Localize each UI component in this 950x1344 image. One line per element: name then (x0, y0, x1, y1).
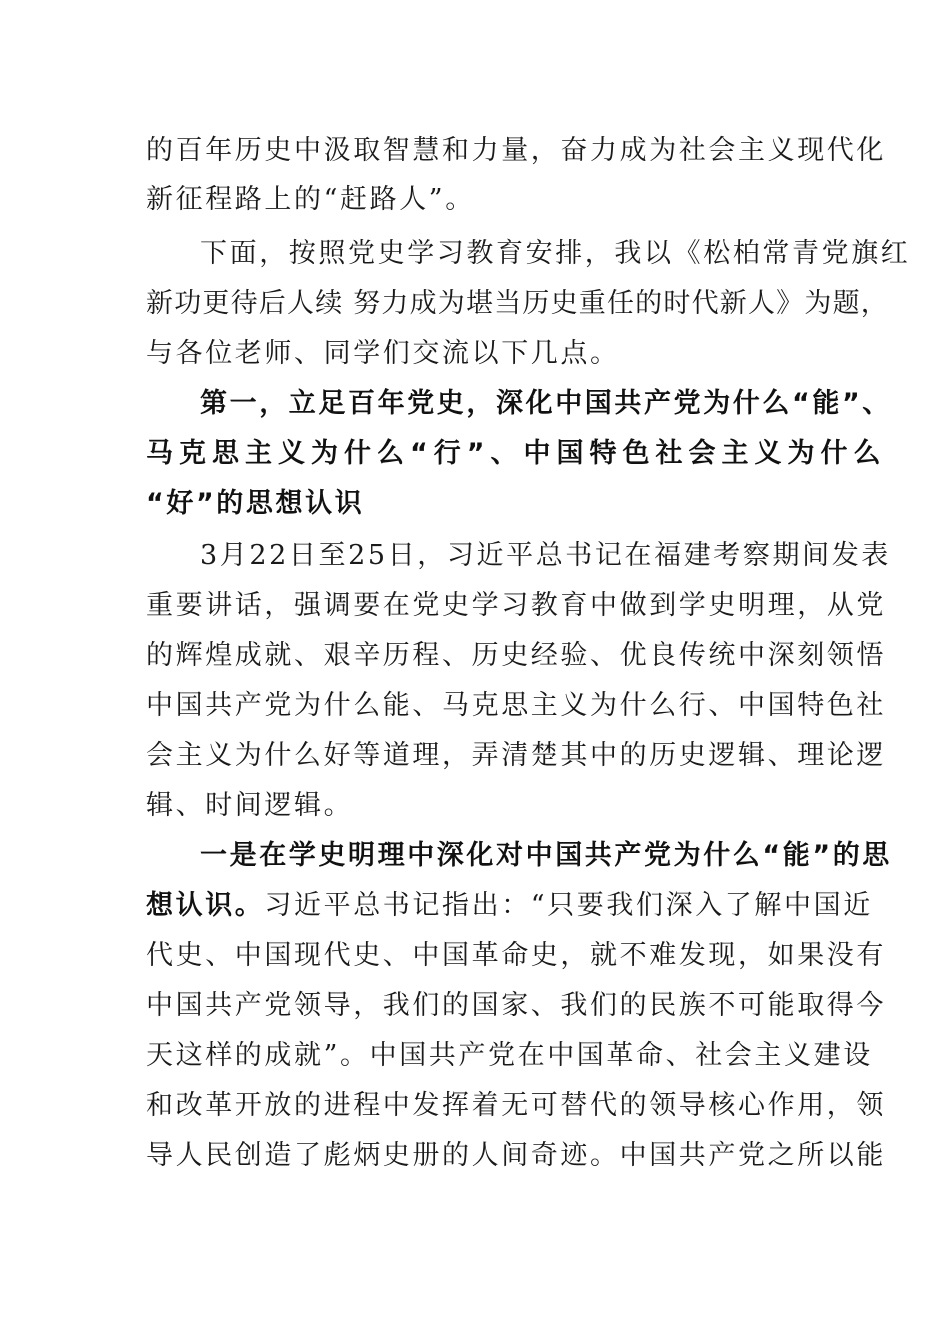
paragraph-line: 新功更待后人续 努力成为堪当历史重任的时代新人》为题， (146, 288, 889, 319)
section-heading-line: “好”的思想认识 (146, 488, 365, 519)
paragraph-line: 和改革开放的进程中发挥着无可替代的领导核心作用，领 (146, 1090, 886, 1121)
paragraph-line: 中国共产党为什么能、马克思主义为什么行、中国特色社 (146, 690, 886, 721)
paragraph-line: 的辉煌成就、艰辛历程、历史经验、优良传统中深刻领悟 (146, 640, 886, 671)
paragraph-line: 会主义为什么好等道理，弄清楚其中的历史逻辑、理论逻 (146, 740, 886, 771)
section-heading-line: 第一，立足百年党史，深化中国共产党为什么“能”、 (200, 388, 892, 419)
section-heading-line: 马克思主义为什么“行”、中国特色社会主义为什么 (146, 438, 887, 469)
paragraph-line: 新征程路上的“赶路人”。 (146, 184, 475, 215)
paragraph-line: 3月22日至25日，习近平总书记在福建考察期间发表 (200, 540, 891, 571)
paragraph-text: 习近平总书记指出：“只要我们深入了解中国近 (264, 890, 873, 921)
paragraph-line: 与各位老师、同学们交流以下几点。 (146, 338, 620, 369)
paragraph-line: 下面，按照党史学习教育安排，我以《松柏常青党旗红 (200, 238, 911, 269)
paragraph-line: 天这样的成就”。中国共产党在中国革命、社会主义建设 (146, 1040, 873, 1071)
paragraph-line: 中国共产党领导，我们的国家、我们的民族不可能取得今 (146, 990, 886, 1021)
paragraph-line: 重要讲话，强调要在党史学习教育中做到学史明理，从党 (146, 590, 886, 621)
lead-sentence-line: 一是在学史明理中深化对中国共产党为什么“能”的思 (200, 840, 892, 871)
paragraph-line: 的百年历史中汲取智慧和力量，奋力成为社会主义现代化 (146, 135, 886, 166)
lead-sentence-end: 想认识。 (146, 890, 265, 921)
paragraph-line: 代史、中国现代史、中国革命史，就不难发现，如果没有 (146, 940, 886, 971)
paragraph-line (146, 886, 873, 926)
paragraph-line: 辑、时间逻辑。 (146, 790, 354, 821)
paragraph-line: 导人民创造了彪炳史册的人间奇迹。中国共产党之所以能 (146, 1140, 886, 1171)
